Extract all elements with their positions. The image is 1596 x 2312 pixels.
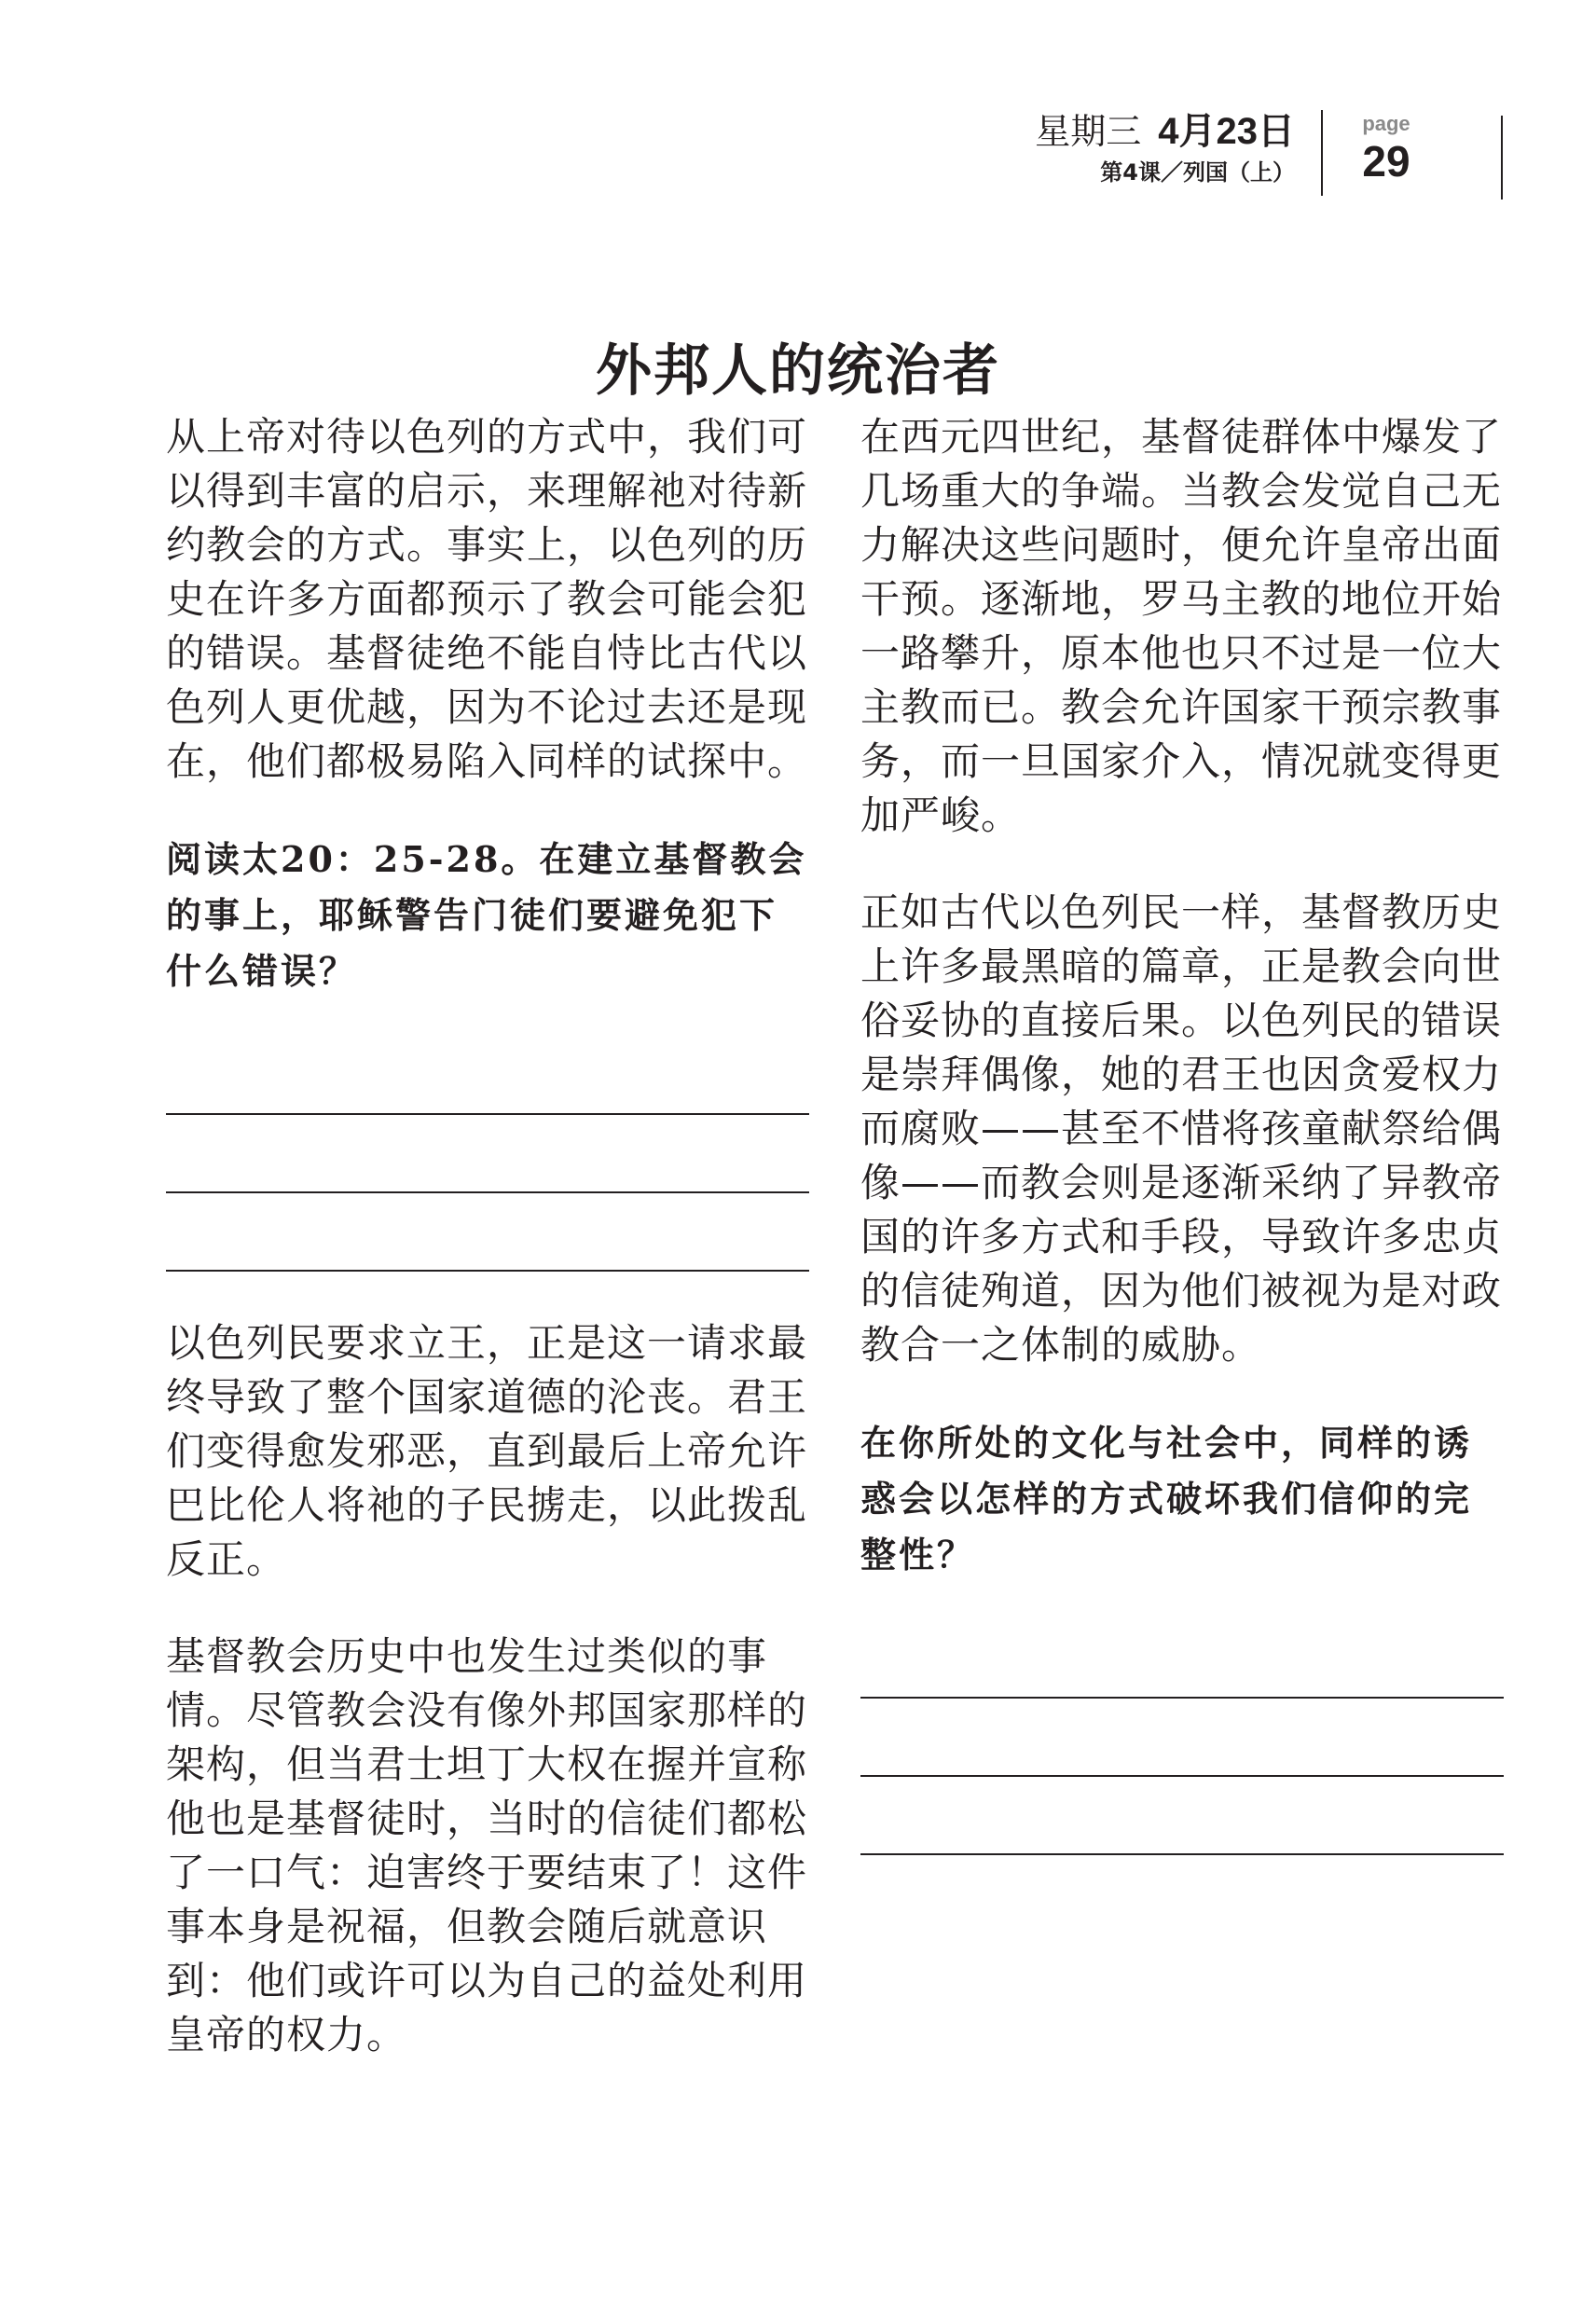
answer-line[interactable]: [166, 1037, 809, 1115]
header-right-rule: [1501, 116, 1503, 200]
page-header: [1035, 110, 1424, 203]
answer-line[interactable]: [166, 1115, 809, 1193]
paragraph: 正如古代以色列民一样，基督教历史上许多最黑暗的篇章，正是教会向世俗妥协的直接后果。以色列民的错误是崇拜偶像，她的君王也因贪爱权力而腐败——甚至不惜将孩童献祭给偶像——而教会则是逐渐采纳了异教帝国的许多方式和手段，导致许多忠贞的信徒殉道，因为他们被视为是对政教合一之体制的威胁。: [860, 889, 1503, 1368]
reflection-question: 在你所处的文化与社会中，同样的诱惑会以怎样的方式破坏我们信仰的完整性？: [860, 1422, 1473, 1576]
lesson-label: 第4课／列国（上）: [1100, 159, 1295, 186]
left-column: [166, 410, 809, 2105]
date: 4月23日: [1158, 111, 1295, 152]
weekday: 星期三: [1035, 111, 1142, 152]
paragraph: 以色列民要求立王，正是这一请求最终导致了整个国家道德的沦丧。君王们变得愈发邪恶，直到最后上帝允许巴比伦人将祂的子民掳走，以此拨乱反正。: [166, 1320, 808, 1582]
right-column: [860, 410, 1504, 1855]
answer-lines[interactable]: [860, 1620, 1504, 1855]
page-number: 29: [1362, 137, 1410, 186]
paragraph: 在西元四世纪，基督徒群体中爆发了几场重大的争端。当教会发觉自己无力解决这些问题时，便允许皇帝出面干预。逐渐地，罗马主教的地位开始一路攀升，原本他也只不过是一位大主教而已。教会允许国家干预宗教事务，而一旦国家介入，情况就变得更加严峻。: [860, 414, 1503, 838]
answer-line[interactable]: [860, 1620, 1504, 1699]
paragraph: 从上帝对待以色列的方式中，我们可以得到丰富的启示，来理解祂对待新约教会的方式。事实上，以色列的历史在许多方面都预示了教会可能会犯的错误。基督徒绝不能自恃比古代以色列人更优越，因为不论过去还是现在，他们都极易陷入同样的试探中。: [166, 414, 808, 784]
answer-line[interactable]: [166, 1193, 809, 1272]
answer-lines[interactable]: [166, 1037, 809, 1272]
page-number-block: [1323, 110, 1424, 186]
date-block: [1035, 110, 1323, 196]
study-question: 阅读太20：25-28。在建立基督教会的事上，耶稣警告门徒们要避免犯下什么错误？: [166, 838, 807, 992]
answer-line[interactable]: [860, 1777, 1504, 1855]
page-title: 外邦人的统治者: [596, 338, 1000, 405]
page-label: page: [1362, 112, 1410, 135]
answer-line[interactable]: [860, 1699, 1504, 1777]
paragraph: 基督教会历史中也发生过类似的事情。尽管教会没有像外邦国家那样的架构，但当君士坦丁大权在握并宣称他也是基督徒时，当时的信徒们都松了一口气：迫害终于要结束了！这件事本身是祝福，但教会随后就意识到：他们或许可以为自己的益处利用皇帝的权力。: [166, 1633, 808, 2057]
